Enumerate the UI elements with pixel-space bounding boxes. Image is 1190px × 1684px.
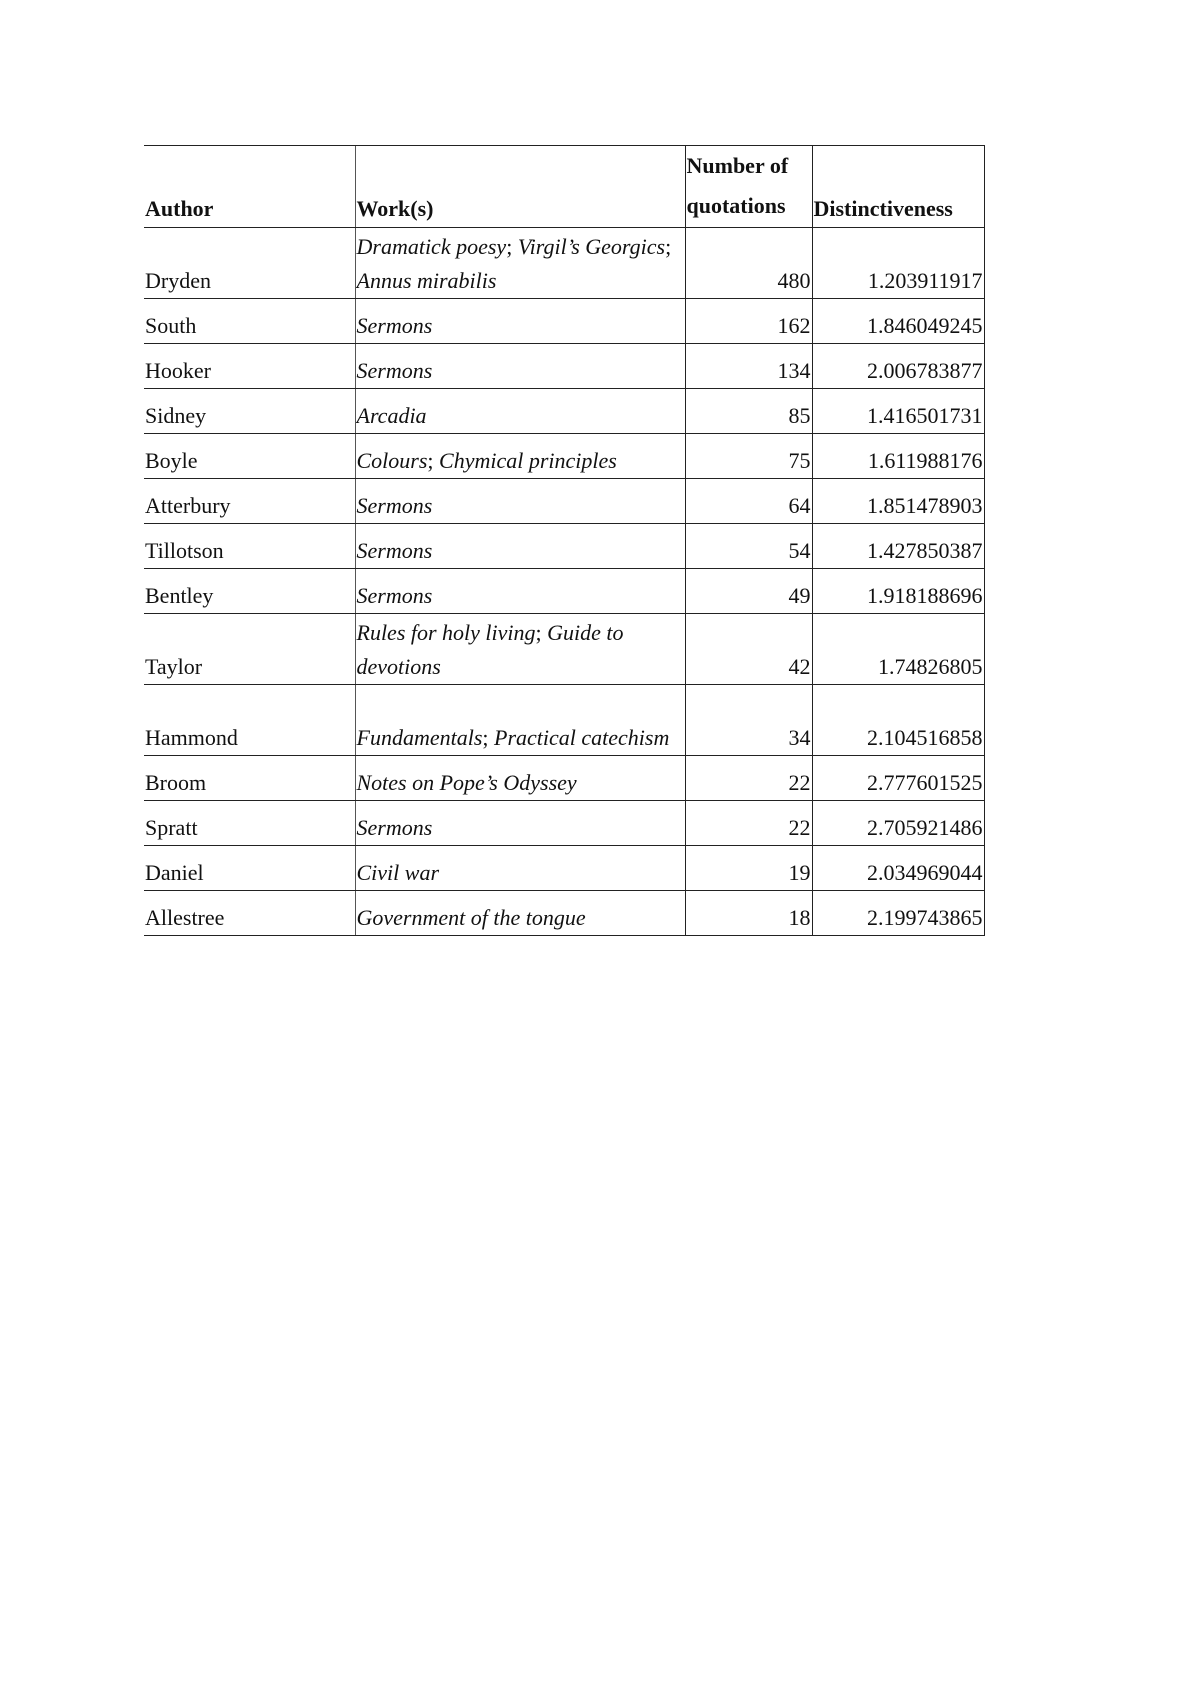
author-cell: Sidney	[144, 389, 355, 434]
distinctiveness-cell: 2.705921486	[812, 801, 984, 846]
work-title: Fundamentals	[356, 725, 483, 750]
works-cell	[355, 524, 685, 569]
author-cell: Daniel	[144, 846, 355, 891]
table-row	[144, 479, 984, 524]
header-number-line1: Number of	[686, 153, 789, 178]
distinctiveness-cell: 2.777601525	[812, 756, 984, 801]
work-title: Government of the tongue	[356, 905, 586, 930]
work-title: Arcadia	[356, 403, 427, 428]
table-row	[144, 569, 984, 614]
table-row	[144, 801, 984, 846]
work-separator: ;	[665, 234, 672, 259]
work-separator: ;	[482, 725, 495, 750]
works-cell	[355, 569, 685, 614]
quotations-cell: 19	[685, 846, 812, 891]
distinctiveness-cell: 1.846049245	[812, 299, 984, 344]
quotations-cell: 54	[685, 524, 812, 569]
author-cell: Boyle	[144, 434, 355, 479]
quotations-cell: 75	[685, 434, 812, 479]
works-cell	[355, 344, 685, 389]
quotations-cell: 162	[685, 299, 812, 344]
work-title: Chymical principles	[439, 448, 617, 473]
works-cell	[355, 434, 685, 479]
distinctiveness-cell: 2.006783877	[812, 344, 984, 389]
quotations-cell: 134	[685, 344, 812, 389]
distinctiveness-cell: 1.851478903	[812, 479, 984, 524]
author-cell: South	[144, 299, 355, 344]
author-cell: Tillotson	[144, 524, 355, 569]
work-title: Civil war	[356, 860, 440, 885]
work-title: Sermons	[356, 815, 433, 840]
table-body	[144, 228, 984, 936]
quotations-cell: 18	[685, 891, 812, 936]
table-row	[144, 299, 984, 344]
table-row	[144, 524, 984, 569]
quotations-cell: 85	[685, 389, 812, 434]
work-title: Annus mirabilis	[356, 268, 497, 293]
quotations-cell: 49	[685, 569, 812, 614]
header-distinctiveness: Distinctiveness	[812, 146, 984, 228]
distinctiveness-cell: 2.199743865	[812, 891, 984, 936]
table-row	[144, 756, 984, 801]
table-row	[144, 685, 984, 756]
table-row	[144, 846, 984, 891]
works-cell	[355, 685, 685, 756]
author-cell: Hooker	[144, 344, 355, 389]
author-cell: Bentley	[144, 569, 355, 614]
work-title: Dramatick poesy	[356, 234, 507, 259]
table-row	[144, 891, 984, 936]
distinctiveness-cell: 1.416501731	[812, 389, 984, 434]
quotations-cell: 42	[685, 614, 812, 685]
author-cell: Spratt	[144, 801, 355, 846]
work-title: Sermons	[356, 313, 433, 338]
works-cell	[355, 846, 685, 891]
distinctiveness-cell: 1.74826805	[812, 614, 984, 685]
works-cell	[355, 389, 685, 434]
works-cell	[355, 299, 685, 344]
work-title: Sermons	[356, 538, 433, 563]
author-cell: Hammond	[144, 685, 355, 756]
distinctiveness-cell: 1.203911917	[812, 228, 984, 299]
quotations-cell: 34	[685, 685, 812, 756]
distinctiveness-cell: 1.427850387	[812, 524, 984, 569]
distinctiveness-cell: 1.611988176	[812, 434, 984, 479]
table-row	[144, 614, 984, 685]
header-number-of-quotations	[685, 146, 812, 228]
distinctiveness-cell: 2.104516858	[812, 685, 984, 756]
work-title: Sermons	[356, 358, 433, 383]
work-separator: ;	[506, 234, 518, 259]
work-title: Notes on Pope’s Odyssey	[356, 770, 577, 795]
table-row	[144, 389, 984, 434]
author-cell: Dryden	[144, 228, 355, 299]
work-title: Sermons	[356, 493, 433, 518]
header-number-line2: quotations	[686, 193, 786, 218]
author-cell: Broom	[144, 756, 355, 801]
work-title: Guide to devotions	[356, 620, 624, 679]
table-row	[144, 344, 984, 389]
author-cell: Atterbury	[144, 479, 355, 524]
works-cell	[355, 756, 685, 801]
works-cell	[355, 891, 685, 936]
work-title: Practical catechism	[494, 725, 670, 750]
work-separator: ;	[535, 620, 548, 645]
works-cell	[355, 479, 685, 524]
works-cell	[355, 228, 685, 299]
table-row	[144, 228, 984, 299]
header-row	[144, 146, 984, 228]
works-cell	[355, 614, 685, 685]
distinctiveness-cell: 1.918188696	[812, 569, 984, 614]
quotations-cell: 22	[685, 756, 812, 801]
header-author: Author	[144, 146, 355, 228]
header-works: Work(s)	[355, 146, 685, 228]
works-cell	[355, 801, 685, 846]
work-title: Virgil’s Georgics	[517, 234, 666, 259]
distinctiveness-cell: 2.034969044	[812, 846, 984, 891]
quotations-cell: 22	[685, 801, 812, 846]
work-title: Sermons	[356, 583, 433, 608]
author-cell: Allestree	[144, 891, 355, 936]
quotations-cell: 480	[685, 228, 812, 299]
work-separator: ;	[427, 448, 440, 473]
author-cell: Taylor	[144, 614, 355, 685]
work-title: Rules for holy living	[356, 620, 536, 645]
quotations-cell: 64	[685, 479, 812, 524]
table-row	[144, 434, 984, 479]
author-quotations-table	[144, 145, 985, 936]
work-title: Colours	[356, 448, 428, 473]
